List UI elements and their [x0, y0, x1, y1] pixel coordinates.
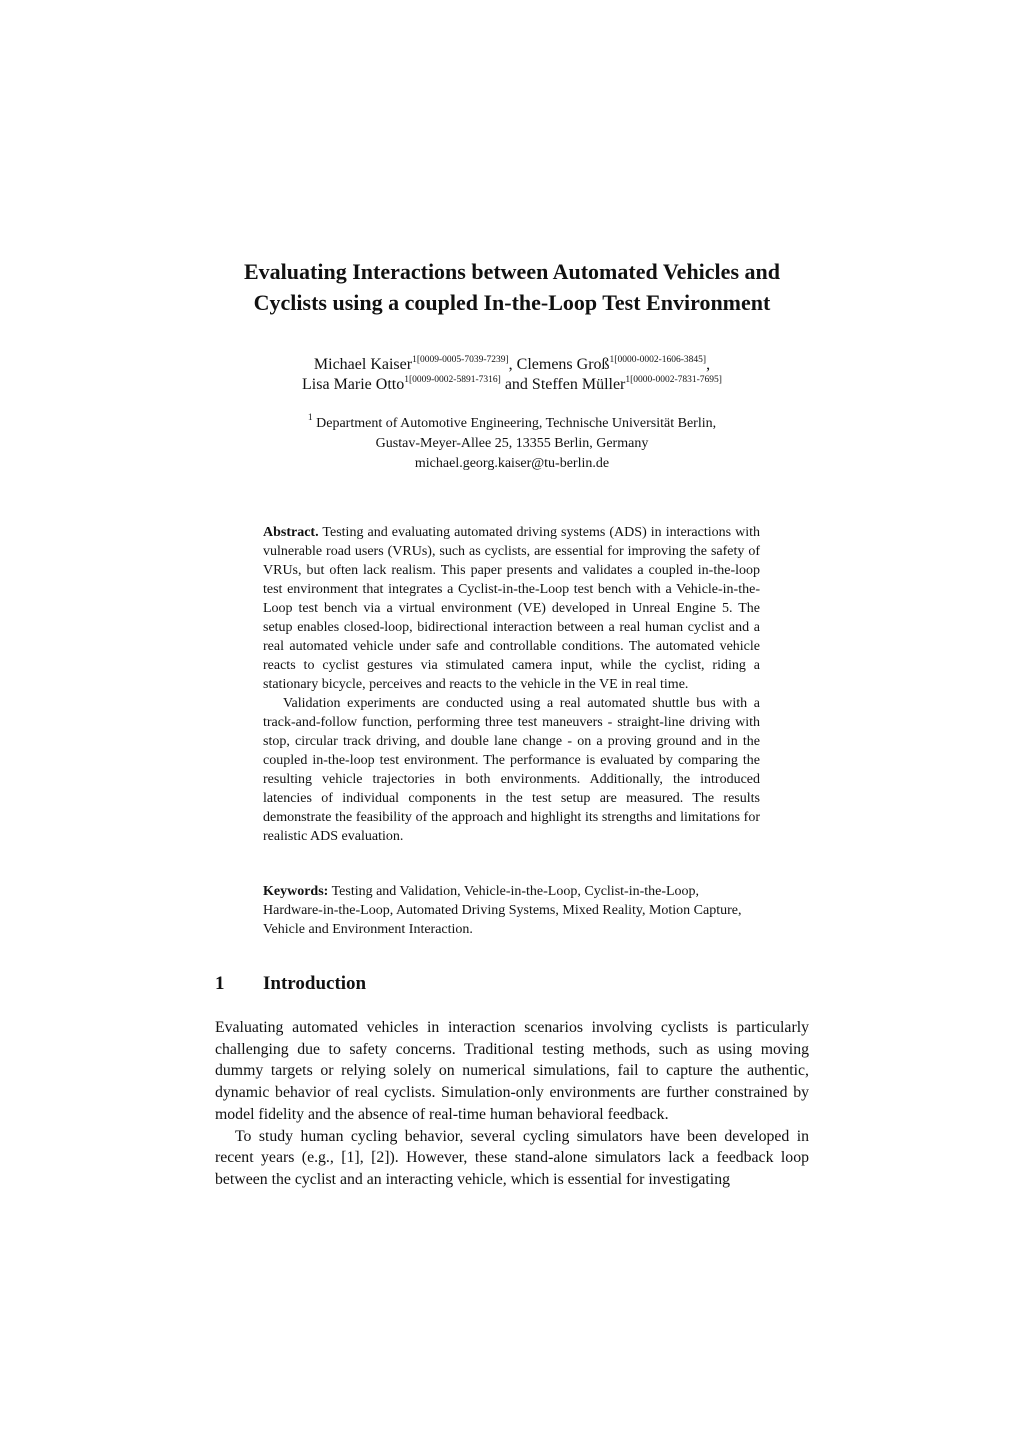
affiliation-marker: 1: [307, 413, 313, 424]
section-body: [215, 1017, 809, 1191]
affiliation-line-1: $^1$ Department of Automotive Engineering, Technische Universität Berlin,: [307, 413, 717, 431]
author-orcid: 1[0009-0002-5891-7316]: [404, 374, 501, 385]
body-paragraph-1: Evaluating automated vehicles in interaction scenarios involving cyclists is particularly challenging due to safety concerns. Traditional testing methods, such as using moving dummy targets or relying solely on numerical simulations, fail to capture the authentic, dynamic behavior of real cyclists. Simulation-only environments are further constrained by model fidelity and the absence of real-time human behavioral feedback.: [215, 1019, 809, 1123]
author-name: Clemens Groß: [516, 356, 610, 373]
author-orcid: 1[0009-0005-7039-7239]: [412, 354, 509, 365]
author-separator: ,: [508, 356, 517, 373]
author-name: Steffen Müller: [531, 376, 626, 393]
author-list: [140, 355, 884, 395]
author-separator: ,: [706, 356, 711, 373]
abstract-paragraph-2: Validation experiments are conducted using a real automated shuttle bus with a track-and-follow function, performing three test maneuvers - straight-line driving with stop, circular track driving, and double lane change - on a proving ground and in the coupled in-the-loop test environment. The performance is evaluated by comparing the resulting vehicle trajectories in both environments. Additionally, the introduced latencies of individual components in the test setup are measured. The results demonstrate the feasibility of the approach and highlight its strengths and limitations for realistic ADS evaluation.: [263, 696, 760, 844]
abstract-paragraph-1: Abstract. Testing and evaluating automated driving systems (ADS) in interactions with vulnerable road users (VRUs), such as cyclists, are essential for improving the safety of VRUs, but often lack realism. This paper presents and validates a coupled in-the-loop test environment that integrates a Cyclist-in-the-Loop test bench with a Vehicle-in-the-Loop test bench via a virtual environment (VE) developed in Unreal Engine 5. The setup enables closed-loop, bidirectional interaction between a real human cyclist and a real automated vehicle under safe and controllable conditions. The automated vehicle reacts to cyclist gestures via stimulated camera input, while the cyclist, riding a stationary bicycle, perceives and reacts to the vehicle in the VE in real time.: [263, 525, 760, 692]
title-line-1: Evaluating Interactions between Automated Vehicles and: [244, 259, 780, 284]
section-heading: [215, 971, 815, 997]
abstract: [263, 523, 760, 846]
title-line-2: Cyclists using a coupled In-the-Loop Test Environment: [253, 290, 771, 315]
body-paragraph-2: To study human cycling behavior, several cycling simulators have been developed in recent years (e.g., [1], [2]). However, these stand-alone simulators lack a feedback loop between the cyclist and an interacting vehicle, which is essential for investigating: [215, 1127, 809, 1188]
author-line-1: [140, 355, 884, 375]
affiliation-line-2: Gustav-Meyer-Allee 25, 13355 Berlin, Germany: [375, 436, 649, 451]
abstract-label: Abstract.: [263, 525, 319, 540]
section-title: Introduction: [263, 973, 367, 994]
keywords-text: Testing and Validation, Vehicle-in-the-Loop, Cyclist-in-the-Loop, Hardware-in-the-Loop, Automated Driving Systems, Mixed Reality, Motion Capture, Vehicle and Environment Interaction.: [263, 884, 742, 937]
author-line-2: [140, 375, 884, 395]
affiliation-email: michael.georg.kaiser@tu-berlin.de: [414, 456, 610, 471]
author-name: Lisa Marie Otto: [302, 376, 405, 393]
author-separator: and: [500, 376, 532, 393]
paper-title: [140, 256, 884, 318]
author-name: Michael Kaiser: [313, 356, 413, 373]
author-orcid: 1[0000-0002-7831-7695]: [625, 374, 722, 385]
section-number: 1: [215, 973, 225, 994]
keywords: [263, 882, 760, 939]
author-orcid: 1[0000-0002-1606-3845]: [609, 354, 707, 365]
affiliation: [140, 414, 884, 474]
keywords-label: Keywords:: [263, 884, 329, 899]
